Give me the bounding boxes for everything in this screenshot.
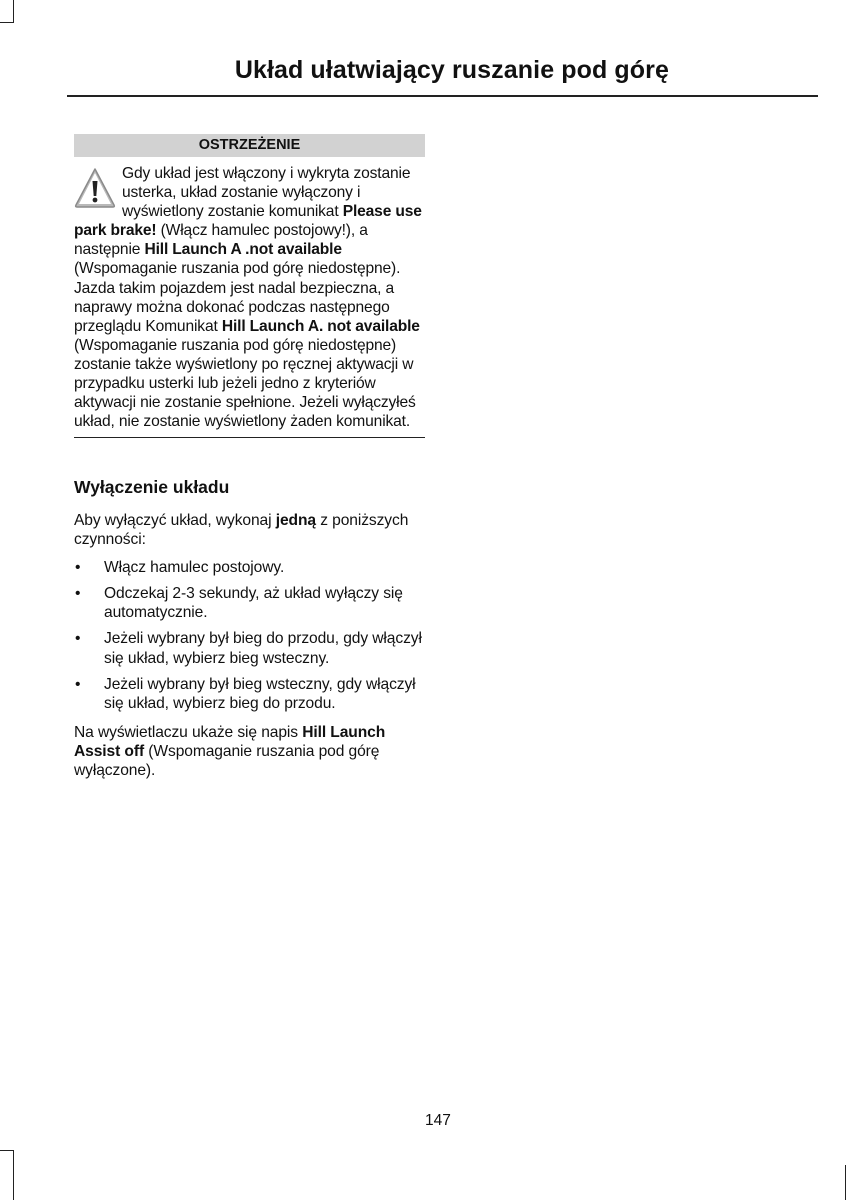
warning-segment: Gdy układ jest włączony i wykryta zostanie usterka, układ zostanie wyłączony i wyświetlony zostanie komunikat	[122, 165, 411, 221]
warning-segment: (Wspomaganie ruszania pod górę niedostępne) zostanie także wyświetlony po ręcznej aktywacji w przypadku usterki lub jeżeli jedno z kryteriów aktywacji nie zostanie spełnione. Jeżeli wyłączyłeś układ, nie zostanie wyświetlony żaden komunikat.	[74, 336, 416, 431]
bullet-item	[74, 675, 425, 713]
bullet-text: Jeżeli wybrany był bieg wsteczny, gdy włączył się układ, wybierz bieg do przodu.	[104, 675, 416, 712]
bullet-icon: •	[75, 630, 81, 648]
warning-heading: OSTRZEŻENIE	[74, 134, 425, 157]
bullet-text: Włącz hamulec postojowy.	[104, 559, 285, 577]
intro-bold: jedną	[275, 512, 316, 529]
warning-triangle-icon	[74, 167, 116, 209]
page-title: Układ ułatwiający ruszanie pod górę	[234, 56, 669, 84]
intro-text: Aby wyłączyć układ, wykonaj	[74, 512, 276, 529]
outro-text-end: (Wspomaganie ruszania pod górę wyłączone).	[74, 742, 380, 780]
crop-mark-bottom-left	[13, 1150, 14, 1200]
warning-text	[74, 164, 425, 431]
outro-text: Na wyświetlaczu ukaże się napis	[74, 723, 303, 741]
warning-segment-bold: Please use park brake!	[74, 203, 422, 240]
bullet-icon: •	[75, 585, 81, 603]
crop-mark-bottom-right	[845, 1165, 846, 1200]
bullet-list	[74, 558, 425, 713]
outro-paragraph	[74, 723, 425, 780]
intro-text-end: z poniższych czynności:	[74, 512, 409, 549]
bullet-icon: •	[75, 675, 81, 693]
crop-mark-top-left	[13, 0, 14, 22]
page-number: 147	[425, 1112, 451, 1129]
crop-mark-bottom-left-h	[0, 1150, 14, 1151]
bullet-item	[74, 584, 425, 622]
warning-box	[74, 134, 425, 438]
title-divider	[67, 95, 818, 97]
section-heading: Wyłączenie układu	[74, 477, 230, 497]
warning-segment: (Wspomaganie ruszania pod górę niedostępne). Jazda takim pojazdem jest nadal bezpieczna, a naprawy można dokonać podczas następnego przeglądu Komunikat	[74, 260, 401, 335]
warning-bottom-rule	[74, 437, 425, 438]
bullet-item	[74, 558, 425, 577]
bullet-icon: •	[75, 559, 81, 577]
warning-segment-bold: Hill Launch A .not available	[144, 241, 342, 259]
main-content	[74, 476, 425, 780]
intro-paragraph	[74, 511, 425, 549]
warning-segment: (Włącz hamulec postojowy!), a następnie	[74, 222, 368, 259]
bullet-item	[74, 629, 425, 667]
bullet-text: Jeżeli wybrany był bieg do przodu, gdy włączył się układ, wybierz bieg wsteczny.	[104, 630, 422, 667]
outro-bold: Hill Launch Assist off	[74, 723, 386, 760]
crop-mark-top-left-h	[0, 22, 14, 23]
bullet-text: Odczekaj 2-3 sekundy, aż układ wyłączy się automatycznie.	[104, 585, 403, 622]
warning-segment-bold: Hill Launch A. not available	[221, 317, 420, 335]
